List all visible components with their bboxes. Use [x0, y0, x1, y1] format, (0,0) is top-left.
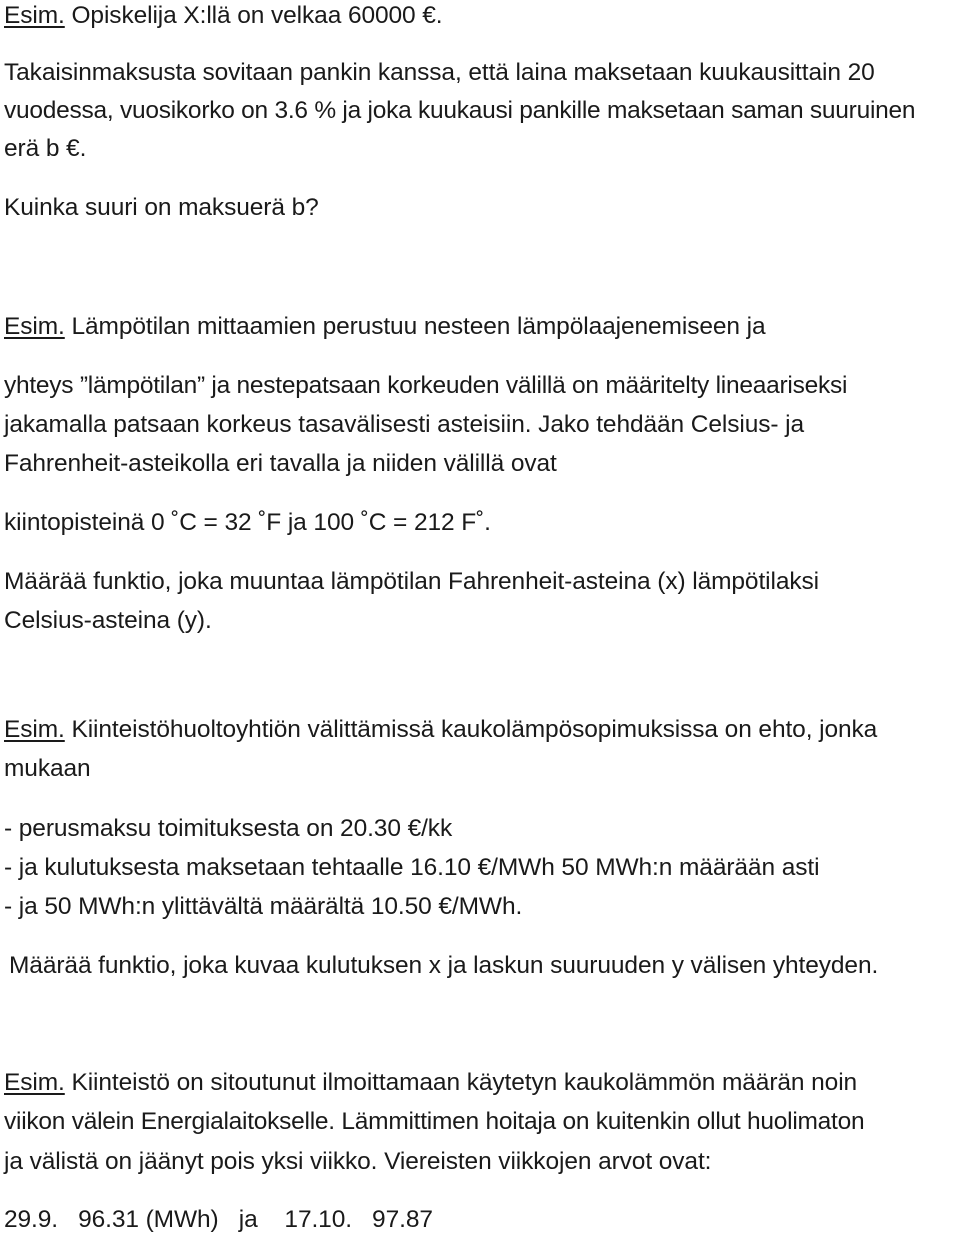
- example1-line4: erä b €.: [4, 135, 87, 162]
- example2-line2: yhteys ”lämpötilan” ja nestepatsaan korkeuden välillä on määritelty lineaariseksi: [4, 372, 848, 399]
- example3-line1: [4, 715, 877, 745]
- example3-esim-label: Esim.: [4, 716, 65, 743]
- example1-line1-text: Opiskelija X:llä on velkaa 60000 €.: [64, 2, 443, 29]
- example4-line4: 29.9. 96.31 (MWh) ja 17.10. 97.87: [4, 1206, 433, 1233]
- example2-line1: [4, 312, 766, 342]
- example2-line4: Fahrenheit-asteikolla eri tavalla ja niiden välillä ovat: [4, 450, 557, 477]
- example2-line6: Määrää funktio, joka muuntaa lämpötilan Fahrenheit-asteina (x) lämpötilaksi: [4, 568, 820, 595]
- example3-line5: - ja 50 MWh:n ylittävältä määrältä 10.50 €/MWh.: [4, 893, 523, 920]
- example2-esim-label: Esim.: [4, 313, 65, 340]
- example4-line1-text: Kiinteistö on sitoutunut ilmoittamaan käytetyn kaukolämmön määrän noin: [64, 1069, 858, 1096]
- example4-line2: viikon välein Energialaitokselle. Lämmittimen hoitaja on kuitenkin ollut huolimaton: [4, 1108, 865, 1135]
- example4-line3: ja välistä on jäänyt pois yksi viikko. Viereisten viikkojen arvot ovat:: [4, 1148, 712, 1175]
- example2-line1-text: Lämpötilan mittaamien perustuu nesteen lämpölaajenemiseen ja: [64, 313, 766, 340]
- example1-question: Kuinka suuri on maksuerä b?: [4, 194, 319, 221]
- example3-line2: mukaan: [4, 755, 91, 782]
- example1-line1: [4, 1, 443, 31]
- example2-line7: Celsius-asteina (y).: [4, 607, 212, 634]
- example3-line4: - ja kulutuksesta maksetaan tehtaalle 16.10 €/MWh 50 MWh:n määrään asti: [4, 854, 820, 881]
- example3-line3: - perusmaksu toimituksesta on 20.30 €/kk: [4, 815, 453, 842]
- example4-esim-label: Esim.: [4, 1069, 65, 1096]
- example2-line5: kiintopisteinä 0 ˚C = 32 ˚F ja 100 ˚C = 212 F˚.: [4, 509, 491, 536]
- example1-line2: Takaisinmaksusta sovitaan pankin kanssa, että laina maksetaan kuukausittain 20: [4, 59, 875, 86]
- example1-line3: vuodessa, vuosikorko on 3.6 % ja joka kuukausi pankille maksetaan saman suuruinen: [4, 97, 916, 124]
- example2-line3: jakamalla patsaan korkeus tasavälisesti asteisiin. Jako tehdään Celsius- ja: [4, 411, 805, 438]
- example1-esim-label: Esim.: [4, 2, 65, 29]
- example3-line6: Määrää funktio, joka kuvaa kulutuksen x ja laskun suuruuden y välisen yhteyden.: [9, 952, 879, 979]
- example3-line1-text: Kiinteistöhuoltoyhtiön välittämissä kaukolämpösopimuksissa on ehto, jonka: [64, 716, 878, 743]
- example4-line1: [4, 1068, 857, 1098]
